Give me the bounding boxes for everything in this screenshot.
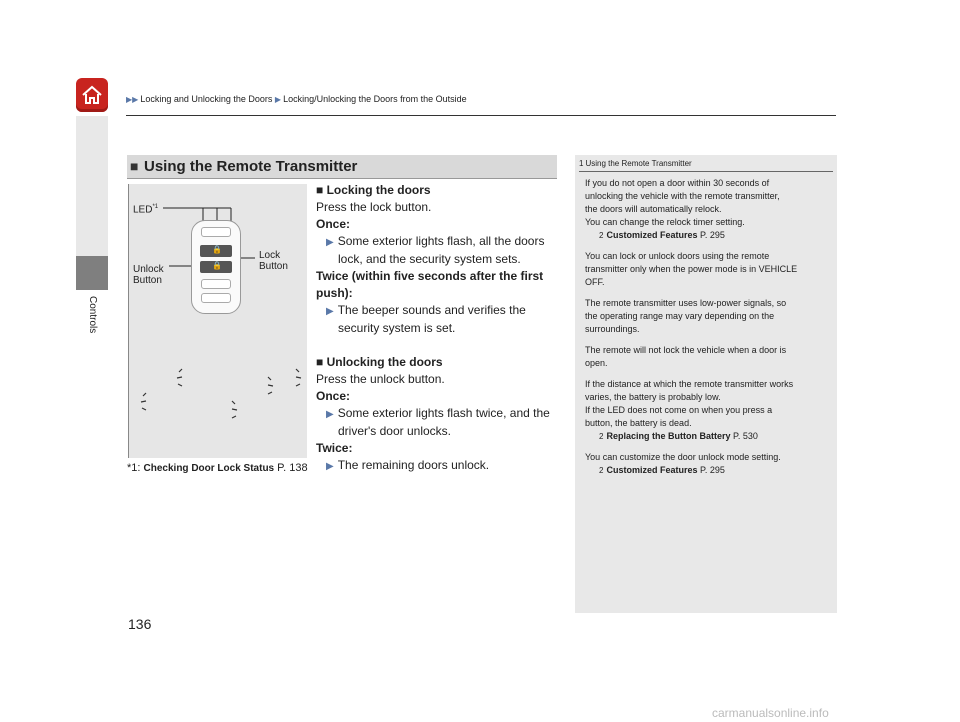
reference-icon: 2	[599, 466, 604, 475]
locking-twice-label: Twice (within five seconds after the first	[316, 269, 544, 283]
section-header	[127, 155, 557, 179]
footnote	[127, 462, 308, 474]
arrow-icon: ▶	[326, 237, 334, 248]
unlocking-once-label: Once:	[316, 389, 351, 403]
remote-illustration	[128, 184, 307, 458]
note-paragraph: If you do not open a door within 30 seconds of unlocking the vehicle with the remote transmitter, the doors will automatically relock. You can change the relock timer setting. 2 Customized Features P. 295	[585, 178, 780, 240]
unlocking-once-text: ▶ Some exterior lights flash twice, and the	[326, 406, 550, 420]
section-title: Using the Remote Transmitter	[144, 158, 358, 175]
unlocking-heading: ■ Unlocking the doors	[316, 355, 443, 369]
lock-icon: 🔒	[212, 245, 222, 254]
fob-top-slot	[201, 227, 231, 237]
footnote-link[interactable]: Checking Door Lock Status	[143, 463, 275, 474]
footnote-marker: *1:	[127, 462, 141, 474]
unlocking-twice-text: ▶ The remaining doors unlock.	[326, 458, 490, 472]
unlock-icon: 🔒	[212, 261, 222, 270]
locking-once-text-cont: lock, and the security system sets.	[338, 252, 521, 266]
locking-once-label: Once:	[316, 217, 351, 231]
footnote-page[interactable]: P. 138	[277, 462, 308, 474]
arrow-icon: ▶	[326, 409, 334, 420]
cross-reference[interactable]: 2 Customized Features P. 295	[599, 465, 725, 475]
cross-reference[interactable]: 2 Replacing the Button Battery P. 530	[599, 431, 758, 441]
instructions	[316, 182, 556, 475]
cross-reference[interactable]: 2 Customized Features P. 295	[599, 230, 725, 240]
fob-slot	[201, 279, 231, 289]
note-icon: 1	[579, 159, 584, 168]
breadcrumb-arrow-icon: ▶	[274, 95, 282, 104]
side-panel	[575, 155, 837, 613]
watermark: carmanualsonline.info	[712, 706, 829, 720]
locking-twice-text-cont: security system is set.	[338, 321, 456, 335]
side-panel-title: 1 Using the Remote Transmitter	[579, 159, 833, 172]
breadcrumb-arrow-icon: ▶▶	[126, 95, 139, 104]
unlocking-once-text-cont: driver's door unlocks.	[338, 424, 452, 438]
section-square-icon: ■	[130, 158, 139, 174]
home-icon	[80, 83, 104, 107]
sidebar-label: Controls	[87, 296, 98, 334]
breadcrumb	[126, 94, 467, 104]
locking-twice-text: ▶ The beeper sounds and verifies the	[326, 303, 526, 317]
lock-button-label: Lock Button	[259, 250, 288, 272]
led-label: LED$^{*1}$	[133, 204, 159, 216]
unlock-button[interactable]	[200, 261, 232, 273]
note-paragraph: The remote transmitter uses low-power signals, so the operating range may vary depending on the surroundings.	[585, 298, 787, 334]
page-number: 136	[128, 616, 152, 632]
locking-intro: Press the lock button.	[316, 200, 432, 214]
sidebar-tab-controls[interactable]	[76, 256, 108, 290]
arrow-icon: ▶	[326, 461, 334, 472]
note-paragraph: The remote will not lock the vehicle when a door is open.	[585, 345, 787, 368]
note-paragraph: If the distance at which the remote transmitter works varies, the battery is probably low. If the LED does not come on when you press a button, the battery is dead. 2 Replacing the Button Battery P. 530	[585, 379, 794, 441]
arrow-icon: ▶	[326, 306, 334, 317]
breadcrumb-current[interactable]: Locking/Unlocking the Doors from the Outside	[283, 94, 467, 104]
reference-icon: 2	[599, 231, 604, 240]
breadcrumb-link[interactable]: Locking and Unlocking the Doors	[140, 94, 273, 104]
sidebar-bar	[76, 116, 108, 256]
home-button[interactable]	[76, 78, 108, 112]
unlocking-twice-label: Twice:	[316, 441, 353, 455]
unlock-button-label: Unlock Button	[133, 264, 164, 286]
note-paragraph: You can customize the door unlock mode setting. 2 Customized Features P. 295	[585, 452, 781, 475]
locking-twice-label-cont: push):	[316, 286, 353, 300]
key-fob	[191, 220, 241, 314]
lock-button[interactable]	[200, 245, 232, 257]
fob-bottom-slot	[201, 293, 231, 303]
reference-icon: 2	[599, 432, 604, 441]
locking-once-text: ▶ Some exterior lights flash, all the doors	[326, 234, 545, 248]
unlocking-intro: Press the unlock button.	[316, 372, 445, 386]
note-paragraph: You can lock or unlock doors using the remote transmitter only when the power mode is in VEHICLE OFF.	[585, 251, 798, 287]
header-rule	[126, 115, 836, 116]
side-panel-body	[585, 177, 835, 485]
locking-heading: ■ Locking the doors	[316, 183, 431, 197]
